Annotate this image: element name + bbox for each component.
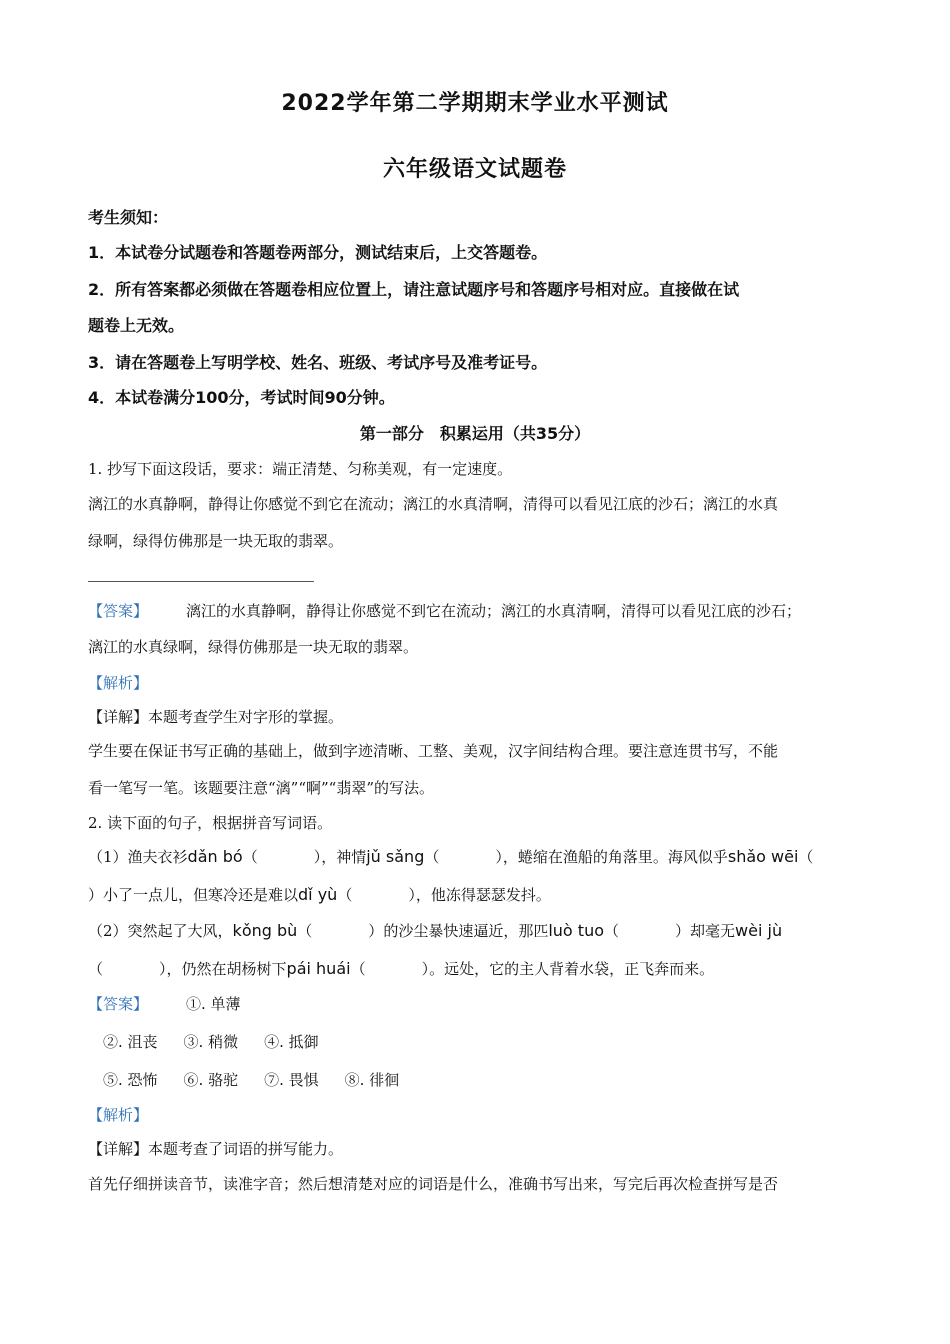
q2-text: 却毫无 xyxy=(690,922,736,940)
q2-sentence-2b: （ ），仍然在胡杨树下pái huái（ ）。远处，它的主人背着水袋，正飞奔而来。 xyxy=(88,959,715,978)
q2-sentence-2a: （2）突然起了大风，kǒng bù（ ）的沙尘暴快速逼近，那匹luò tuo（ ）却毫无wèi jù xyxy=(88,921,783,940)
pinyin-6: luò tuo xyxy=(548,921,604,940)
q2-answer-row-1 xyxy=(88,993,241,1014)
exam-subtitle: 六年级语文试题卷 xyxy=(382,157,567,182)
section-title: 第一部分 积累运用（共35分） xyxy=(359,424,591,443)
q2-text: 的沙尘暴快速逼近，那匹 xyxy=(383,922,549,940)
pinyin-5: kǒng bù xyxy=(232,921,298,940)
q2-answer-1: ①. 单薄 xyxy=(186,995,241,1013)
q2-answer-row-2 xyxy=(103,1031,319,1052)
pinyin-2: jǔ sǎng xyxy=(366,847,425,866)
q1-answer-b: 漓江的水真绿啊，绿得仿佛那是一块无取的翡翠。 xyxy=(88,638,419,656)
q1-passage-b: 绿啊，绿得仿佛那是一块无取的翡翠。 xyxy=(88,532,344,550)
q1-prompt: 1. 抄写下面这段话，要求：端正清楚、匀称美观，有一定速度。 xyxy=(88,460,513,478)
q1-answer-a: 漓江的水真静啊，静得让你感觉不到它在流动；漓江的水真清啊，清得可以看见江底的沙石； xyxy=(186,602,802,620)
q2-answer-row-3 xyxy=(103,1069,399,1090)
answer-divider xyxy=(88,581,314,582)
notice-item-4: 4．本试卷满分100分，考试时间90分钟。 xyxy=(88,388,395,407)
notice-item-3: 3．请在答题卷上写明学校、姓名、班级、考试序号及准考证号。 xyxy=(88,353,548,372)
q1-passage-a: 漓江的水真静啊，静得让你感觉不到它在流动；漓江的水真清啊，清得可以看见江底的沙石；漓江的水真 xyxy=(88,495,779,513)
q1-analysis-tag: 【解析】 xyxy=(88,674,149,692)
notice-item-2b: 题卷上无效。 xyxy=(88,316,185,335)
q2-answer-6: ⑥. 骆驼 xyxy=(183,1071,239,1089)
q2-text: ，蜷缩在渔船的角落里。海风似乎 xyxy=(502,848,728,866)
q1-answer-line xyxy=(88,600,801,621)
q2-prompt: 2. 读下面的句子，根据拼音写词语。 xyxy=(88,814,333,832)
q1-explain-a: 学生要在保证书写正确的基础上，做到字迹清晰、工整、美观，汉字间结构合理。要注意连贯书写，不能 xyxy=(88,742,779,760)
q2-explain: 首先仔细拼读音节，读准字音；然后想清楚对应的词语是什么，准确书写出来，写完后再次检查拼写是否 xyxy=(88,1175,779,1193)
q2-text: （1）渔夫衣衫 xyxy=(88,848,188,866)
q2-text: ）小了一点儿，但寒冷还是难以 xyxy=(88,886,299,904)
q2-text: ，神情 xyxy=(321,848,367,866)
q1-detail: 【详解】本题考查学生对字形的掌握。 xyxy=(88,708,344,726)
pinyin-7: wèi jù xyxy=(735,921,783,940)
q2-answer-3: ③. 稍微 xyxy=(183,1033,239,1051)
q2-detail: 【详解】本题考查了词语的拼写能力。 xyxy=(88,1140,344,1158)
q2-answer-7: ⑦. 畏惧 xyxy=(264,1071,319,1089)
pinyin-4: dǐ yù xyxy=(298,885,338,904)
q2-text: ，仍然在胡杨树下 xyxy=(166,960,287,978)
notice-item-2a: 2．所有答案都必须做在答题卷相应位置上，请注意试题序号和答题序号相对应。直接做在试 xyxy=(88,280,740,299)
pinyin-1: dǎn bó xyxy=(187,847,243,866)
q2-answer-2: ②. 沮丧 xyxy=(103,1033,158,1051)
q2-analysis-tag: 【解析】 xyxy=(88,1106,149,1124)
q2-sentence-1b: ）小了一点儿，但寒冷还是难以dǐ yù（ ），他冻得瑟瑟发抖。 xyxy=(88,885,551,904)
q1-explain-b: 看一笔写一笔。该题要注意“漓”“啊”“翡翠”的写法。 xyxy=(88,779,435,797)
pinyin-8: pái huái xyxy=(286,959,351,978)
q2-text: ，他冻得瑟瑟发抖。 xyxy=(415,886,551,904)
exam-title: 2022学年第二学期期末学业水平测试 xyxy=(281,91,669,116)
q1-answer-tag: 【答案】 xyxy=(88,602,149,620)
notice-item-1: 1．本试卷分试题卷和答题卷两部分，测试结束后，上交答题卷。 xyxy=(88,243,548,262)
pinyin-3: shǎo wēi xyxy=(727,847,799,866)
q2-text: 。远处，它的主人背着水袋，正飞奔而来。 xyxy=(429,960,715,978)
q2-answer-8: ⑧. 徘徊 xyxy=(344,1071,400,1089)
notice-heading: 考生须知： xyxy=(88,208,169,227)
q2-answer-5: ⑤. 恐怖 xyxy=(103,1071,158,1089)
q2-answer-tag: 【答案】 xyxy=(88,995,149,1013)
q2-answer-4: ④. 抵御 xyxy=(264,1033,319,1051)
q2-text: （2）突然起了大风， xyxy=(88,922,233,940)
q2-sentence-1a: （1）渔夫衣衫dǎn bó（ ），神情jǔ sǎng（ ），蜷缩在渔船的角落里。海风似乎shǎo wēi（ xyxy=(88,847,814,866)
